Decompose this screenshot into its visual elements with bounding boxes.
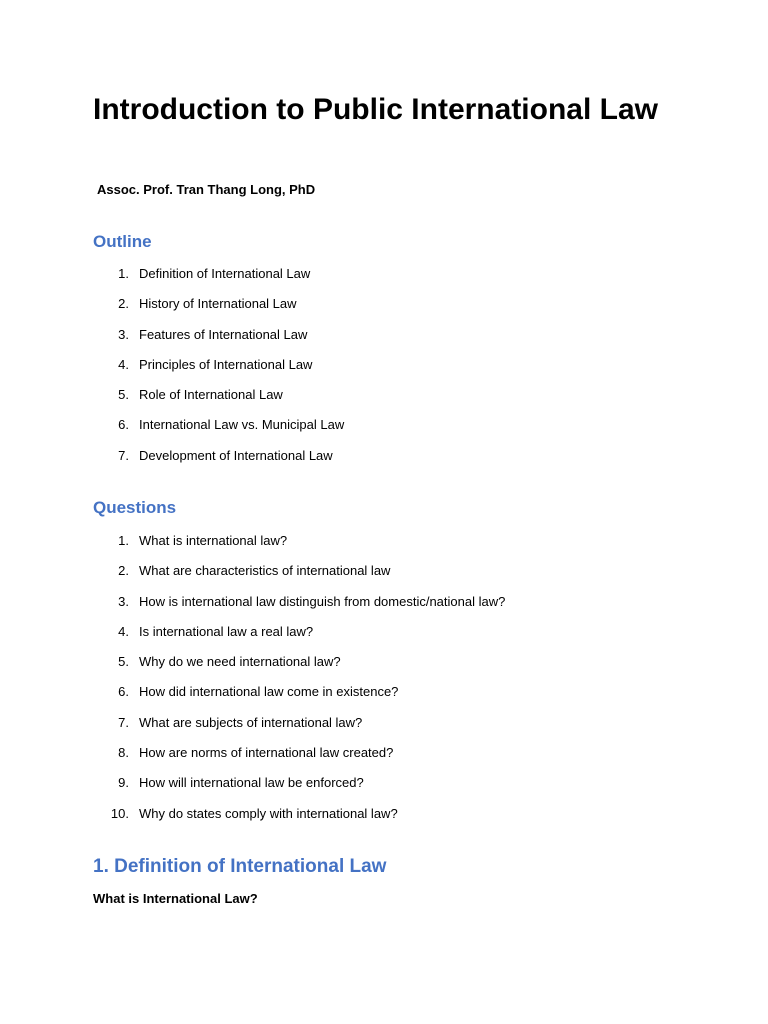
list-item-text: Development of International Law: [139, 447, 333, 463]
list-item-number: 4.: [118, 356, 129, 372]
list-item-number: 6.: [118, 684, 129, 700]
list-item-number: 10.: [110, 805, 129, 821]
list-item-text: Is international law a real law?: [139, 623, 314, 639]
list-item-text: What are characteristics of international law: [139, 563, 391, 579]
list-item-number: 3.: [118, 593, 129, 609]
list-item-text: International Law vs. Municipal Law: [139, 417, 345, 433]
list-item-text: What are subjects of international law?: [139, 714, 363, 730]
list-item-text: Definition of International Law: [139, 266, 311, 281]
list-item-number: 8.: [118, 745, 129, 761]
list-item-text: How are norms of international law created?: [139, 745, 394, 761]
author-line: Assoc. Prof. Tran Thang Long, PhD: [97, 182, 316, 197]
list-item-number: 9.: [118, 775, 129, 791]
list-item-text: Why do states comply with international law?: [139, 805, 398, 821]
list-item-number: 5.: [118, 387, 129, 403]
section-1-heading: 1. Definition of International Law: [93, 856, 387, 877]
list-item-text: Features of International Law: [139, 326, 308, 342]
questions-heading: Questions: [93, 498, 177, 517]
list-item-number: 2.: [118, 296, 129, 312]
list-item-number: 1.: [118, 266, 129, 281]
list-item-text: Why do we need international law?: [139, 654, 341, 670]
list-item-number: 6.: [118, 417, 129, 433]
outline-heading: Outline: [93, 232, 152, 251]
list-item-text: Role of International Law: [139, 387, 283, 403]
list-item-text: History of International Law: [139, 296, 297, 312]
list-item-number: 1.: [118, 533, 129, 548]
document-title: Introduction to Public International Law: [93, 93, 658, 126]
list-item-number: 2.: [118, 563, 129, 579]
list-item-text: How did international law come in existence?: [139, 684, 399, 700]
list-item-text: What is international law?: [139, 533, 288, 548]
section-1-subheading: What is International Law?: [93, 891, 258, 906]
list-item-number: 7.: [118, 447, 129, 463]
list-item-number: 7.: [118, 714, 129, 730]
list-item-number: 5.: [118, 654, 129, 670]
list-item-text: How is international law distinguish from domestic/national law?: [139, 593, 506, 609]
list-item-number: 4.: [118, 623, 129, 639]
list-item-text: Principles of International Law: [139, 356, 313, 372]
list-item-number: 3.: [118, 326, 129, 342]
list-item-text: How will international law be enforced?: [139, 775, 364, 791]
